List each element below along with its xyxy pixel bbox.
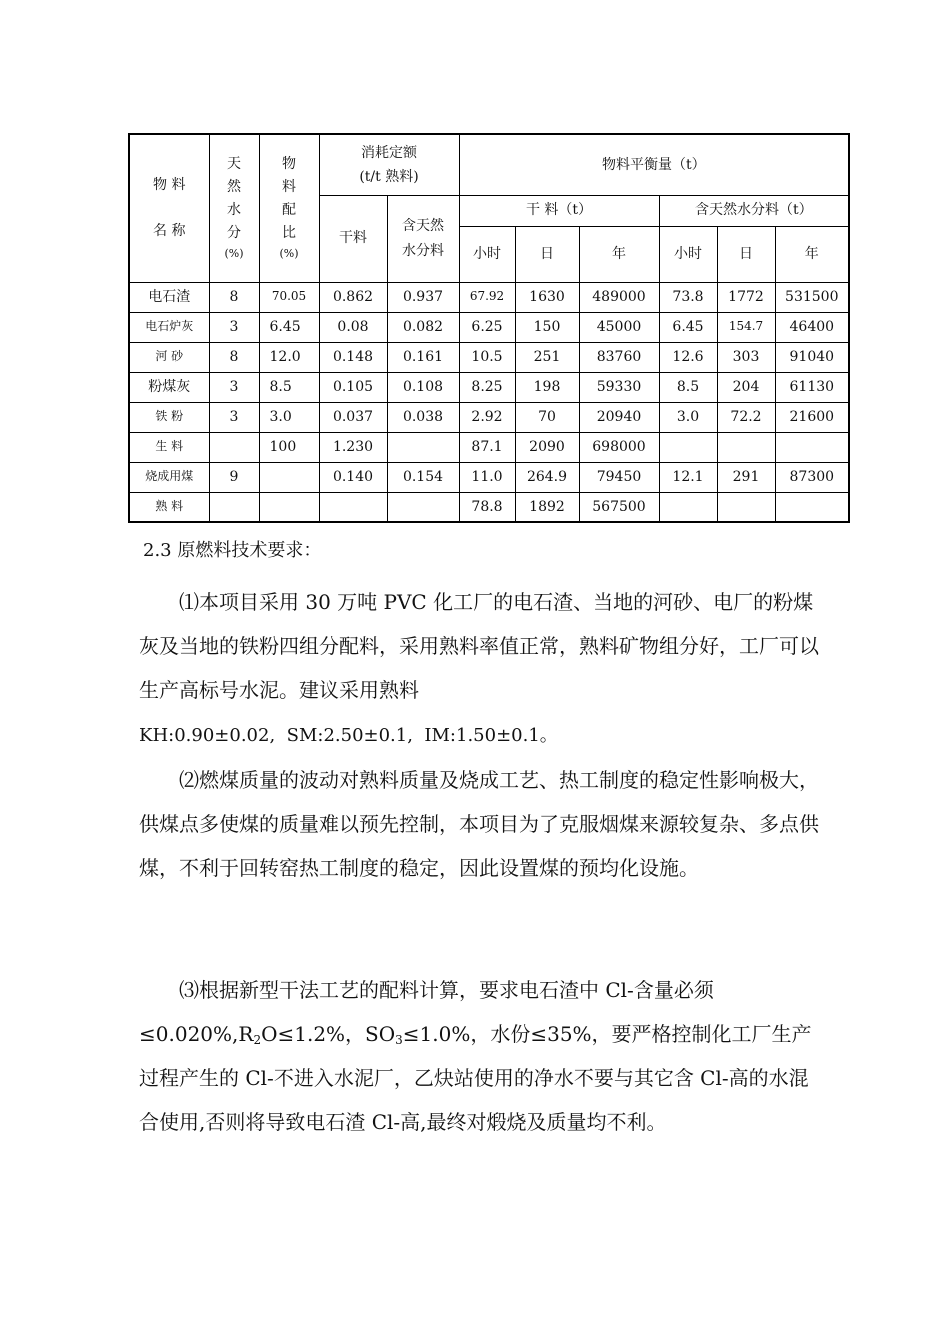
cell-dry: 0.148 <box>319 342 387 372</box>
cell-dry: 1.230 <box>319 432 387 462</box>
cell-ratio: 8.5 <box>259 372 319 402</box>
cell-name: 烧成用煤 <box>129 462 209 492</box>
cell-d-day: 2090 <box>515 432 579 462</box>
cell-name: 河 砂 <box>129 342 209 372</box>
cell-d-year: 83760 <box>579 342 659 372</box>
cell-dry <box>319 492 387 522</box>
cell-d-hour: 6.25 <box>459 312 515 342</box>
cell-w-hour: 3.0 <box>659 402 717 432</box>
table-row <box>129 312 849 342</box>
cell-w-day: 291 <box>717 462 775 492</box>
cell-water: 3 <box>209 372 259 402</box>
cell-d-year: 567500 <box>579 492 659 522</box>
cell-d-day: 198 <box>515 372 579 402</box>
header-material-name: 物 料 名 称 <box>129 134 209 282</box>
cell-w-year: 531500 <box>775 282 849 312</box>
cell-water: 8 <box>209 282 259 312</box>
table-row <box>129 342 849 372</box>
cell-w-day: 72.2 <box>717 402 775 432</box>
cell-dry: 0.140 <box>319 462 387 492</box>
cell-w-year: 61130 <box>775 372 849 402</box>
cell-w-year: 91040 <box>775 342 849 372</box>
cell-d-hour: 67.92 <box>459 282 515 312</box>
cell-wet: 0.108 <box>387 372 459 402</box>
cell-name: 生 料 <box>129 432 209 462</box>
cell-w-year <box>775 432 849 462</box>
cell-d-hour: 8.25 <box>459 372 515 402</box>
cell-w-year: 46400 <box>775 312 849 342</box>
cell-ratio <box>259 462 319 492</box>
cell-name: 铁 粉 <box>129 402 209 432</box>
cell-ratio: 3.0 <box>259 402 319 432</box>
cell-w-day <box>717 492 775 522</box>
cell-ratio: 70.05 <box>259 282 319 312</box>
header-dry-material: 干料 <box>319 195 387 282</box>
cell-w-hour: 12.6 <box>659 342 717 372</box>
cell-w-day <box>717 432 775 462</box>
header-dry-hour: 小时 <box>459 226 515 282</box>
cell-d-year: 59330 <box>579 372 659 402</box>
cell-wet: 0.154 <box>387 462 459 492</box>
cell-d-day: 150 <box>515 312 579 342</box>
table-row <box>129 402 849 432</box>
paragraph-2: ⑵燃煤质量的波动对熟料质量及烧成工艺、热工制度的稳定性影响极大，供煤点多使煤的质量难以预先控制，本项目为了克服烟煤来源较复杂、多点供煤，不利于回转窑热工制度的稳定，因此设置煤的预均化设施。 <box>139 768 819 880</box>
cell-w-day: 1772 <box>717 282 775 312</box>
section-title: 2.3 原燃料技术要求： <box>143 540 322 561</box>
cell-d-day: 1892 <box>515 492 579 522</box>
cell-name: 熟 料 <box>129 492 209 522</box>
header-material-balance: 物料平衡量（t） <box>459 134 849 195</box>
cell-d-year: 489000 <box>579 282 659 312</box>
cell-d-year: 698000 <box>579 432 659 462</box>
cell-wet: 0.937 <box>387 282 459 312</box>
header-consumption: 消耗定额 (t/t 熟料) <box>319 134 459 195</box>
header-wet-material: 含天然 水分料 <box>387 195 459 282</box>
table-row <box>129 462 849 492</box>
header-wet-year: 年 <box>775 226 849 282</box>
cell-d-year: 79450 <box>579 462 659 492</box>
cell-name: 电石渣 <box>129 282 209 312</box>
cell-d-hour: 78.8 <box>459 492 515 522</box>
header-wet-group: 含天然水分料（t） <box>659 195 849 226</box>
paragraph-1: ⑴本项目采用 30 万吨 PVC 化工厂的电石渣、当地的河砂、电厂的粉煤灰及当地的铁粉四组分配料，采用熟料率值正常，熟料矿物组分好，工厂可以生产高标号水泥。建议采用熟料 KH:0.90±0.02, SM:2.50±0.1, IM:1.50±0.1。 <box>139 590 819 746</box>
header-dry-year: 年 <box>579 226 659 282</box>
cell-d-day: 1630 <box>515 282 579 312</box>
cell-d-day: 70 <box>515 402 579 432</box>
table-row <box>129 492 849 522</box>
cell-dry: 0.08 <box>319 312 387 342</box>
cell-name: 电石炉灰 <box>129 312 209 342</box>
material-balance-table <box>128 133 850 523</box>
cell-wet: 0.038 <box>387 402 459 432</box>
table-row <box>129 282 849 312</box>
cell-d-hour: 10.5 <box>459 342 515 372</box>
cell-wet <box>387 492 459 522</box>
cell-d-hour: 2.92 <box>459 402 515 432</box>
cell-dry: 0.862 <box>319 282 387 312</box>
header-wet-day: 日 <box>717 226 775 282</box>
cell-water: 3 <box>209 312 259 342</box>
cell-water: 9 <box>209 462 259 492</box>
cell-ratio: 12.0 <box>259 342 319 372</box>
header-wet-hour: 小时 <box>659 226 717 282</box>
cell-d-day: 264.9 <box>515 462 579 492</box>
cell-water <box>209 492 259 522</box>
cell-w-year: 87300 <box>775 462 849 492</box>
header-dry-group: 干 料（t） <box>459 195 659 226</box>
cell-wet: 0.082 <box>387 312 459 342</box>
cell-w-hour: 12.1 <box>659 462 717 492</box>
cell-w-day: 204 <box>717 372 775 402</box>
cell-w-hour: 6.45 <box>659 312 717 342</box>
cell-ratio <box>259 492 319 522</box>
table-row <box>129 432 849 462</box>
cell-d-year: 20940 <box>579 402 659 432</box>
cell-d-day: 251 <box>515 342 579 372</box>
cell-water: 3 <box>209 402 259 432</box>
cell-d-hour: 11.0 <box>459 462 515 492</box>
cell-ratio: 100 <box>259 432 319 462</box>
cell-w-hour: 73.8 <box>659 282 717 312</box>
cell-wet: 0.161 <box>387 342 459 372</box>
cell-w-year <box>775 492 849 522</box>
cell-dry: 0.105 <box>319 372 387 402</box>
header-dry-day: 日 <box>515 226 579 282</box>
cell-name: 粉煤灰 <box>129 372 209 402</box>
header-mix-ratio: 物 料 配 比 (%) <box>259 134 319 282</box>
ratio-values: KH:0.90±0.02, SM:2.50±0.1, IM:1.50±0.1。 <box>139 725 558 746</box>
cell-w-day: 303 <box>717 342 775 372</box>
cell-w-day: 154.7 <box>717 312 775 342</box>
cell-w-hour: 8.5 <box>659 372 717 402</box>
cell-ratio: 6.45 <box>259 312 319 342</box>
cell-wet <box>387 432 459 462</box>
cell-w-hour <box>659 432 717 462</box>
cell-dry: 0.037 <box>319 402 387 432</box>
cell-d-year: 45000 <box>579 312 659 342</box>
cell-water <box>209 432 259 462</box>
cell-w-year: 21600 <box>775 402 849 432</box>
cell-water: 8 <box>209 342 259 372</box>
paragraph-3: ⑶根据新型干法工艺的配料计算，要求电石渣中 Cl-含量必须$\le 0.020\%,R_2O\le 1.2\%$，$SO_3\le 1.0\%$，水份≤35%，要严格控制化工厂生产过程产生的 Cl-不进入水泥厂，乙炔站使用的净水不要与其它含 Cl-高的水混合使用,否则将导致电石渣 Cl-高,最终对煅烧及质量均不利。 <box>139 978 812 1134</box>
table-row <box>129 372 849 402</box>
cell-d-hour: 87.1 <box>459 432 515 462</box>
header-natural-water: 天 然 水 分 (%) <box>209 134 259 282</box>
cell-w-hour <box>659 492 717 522</box>
